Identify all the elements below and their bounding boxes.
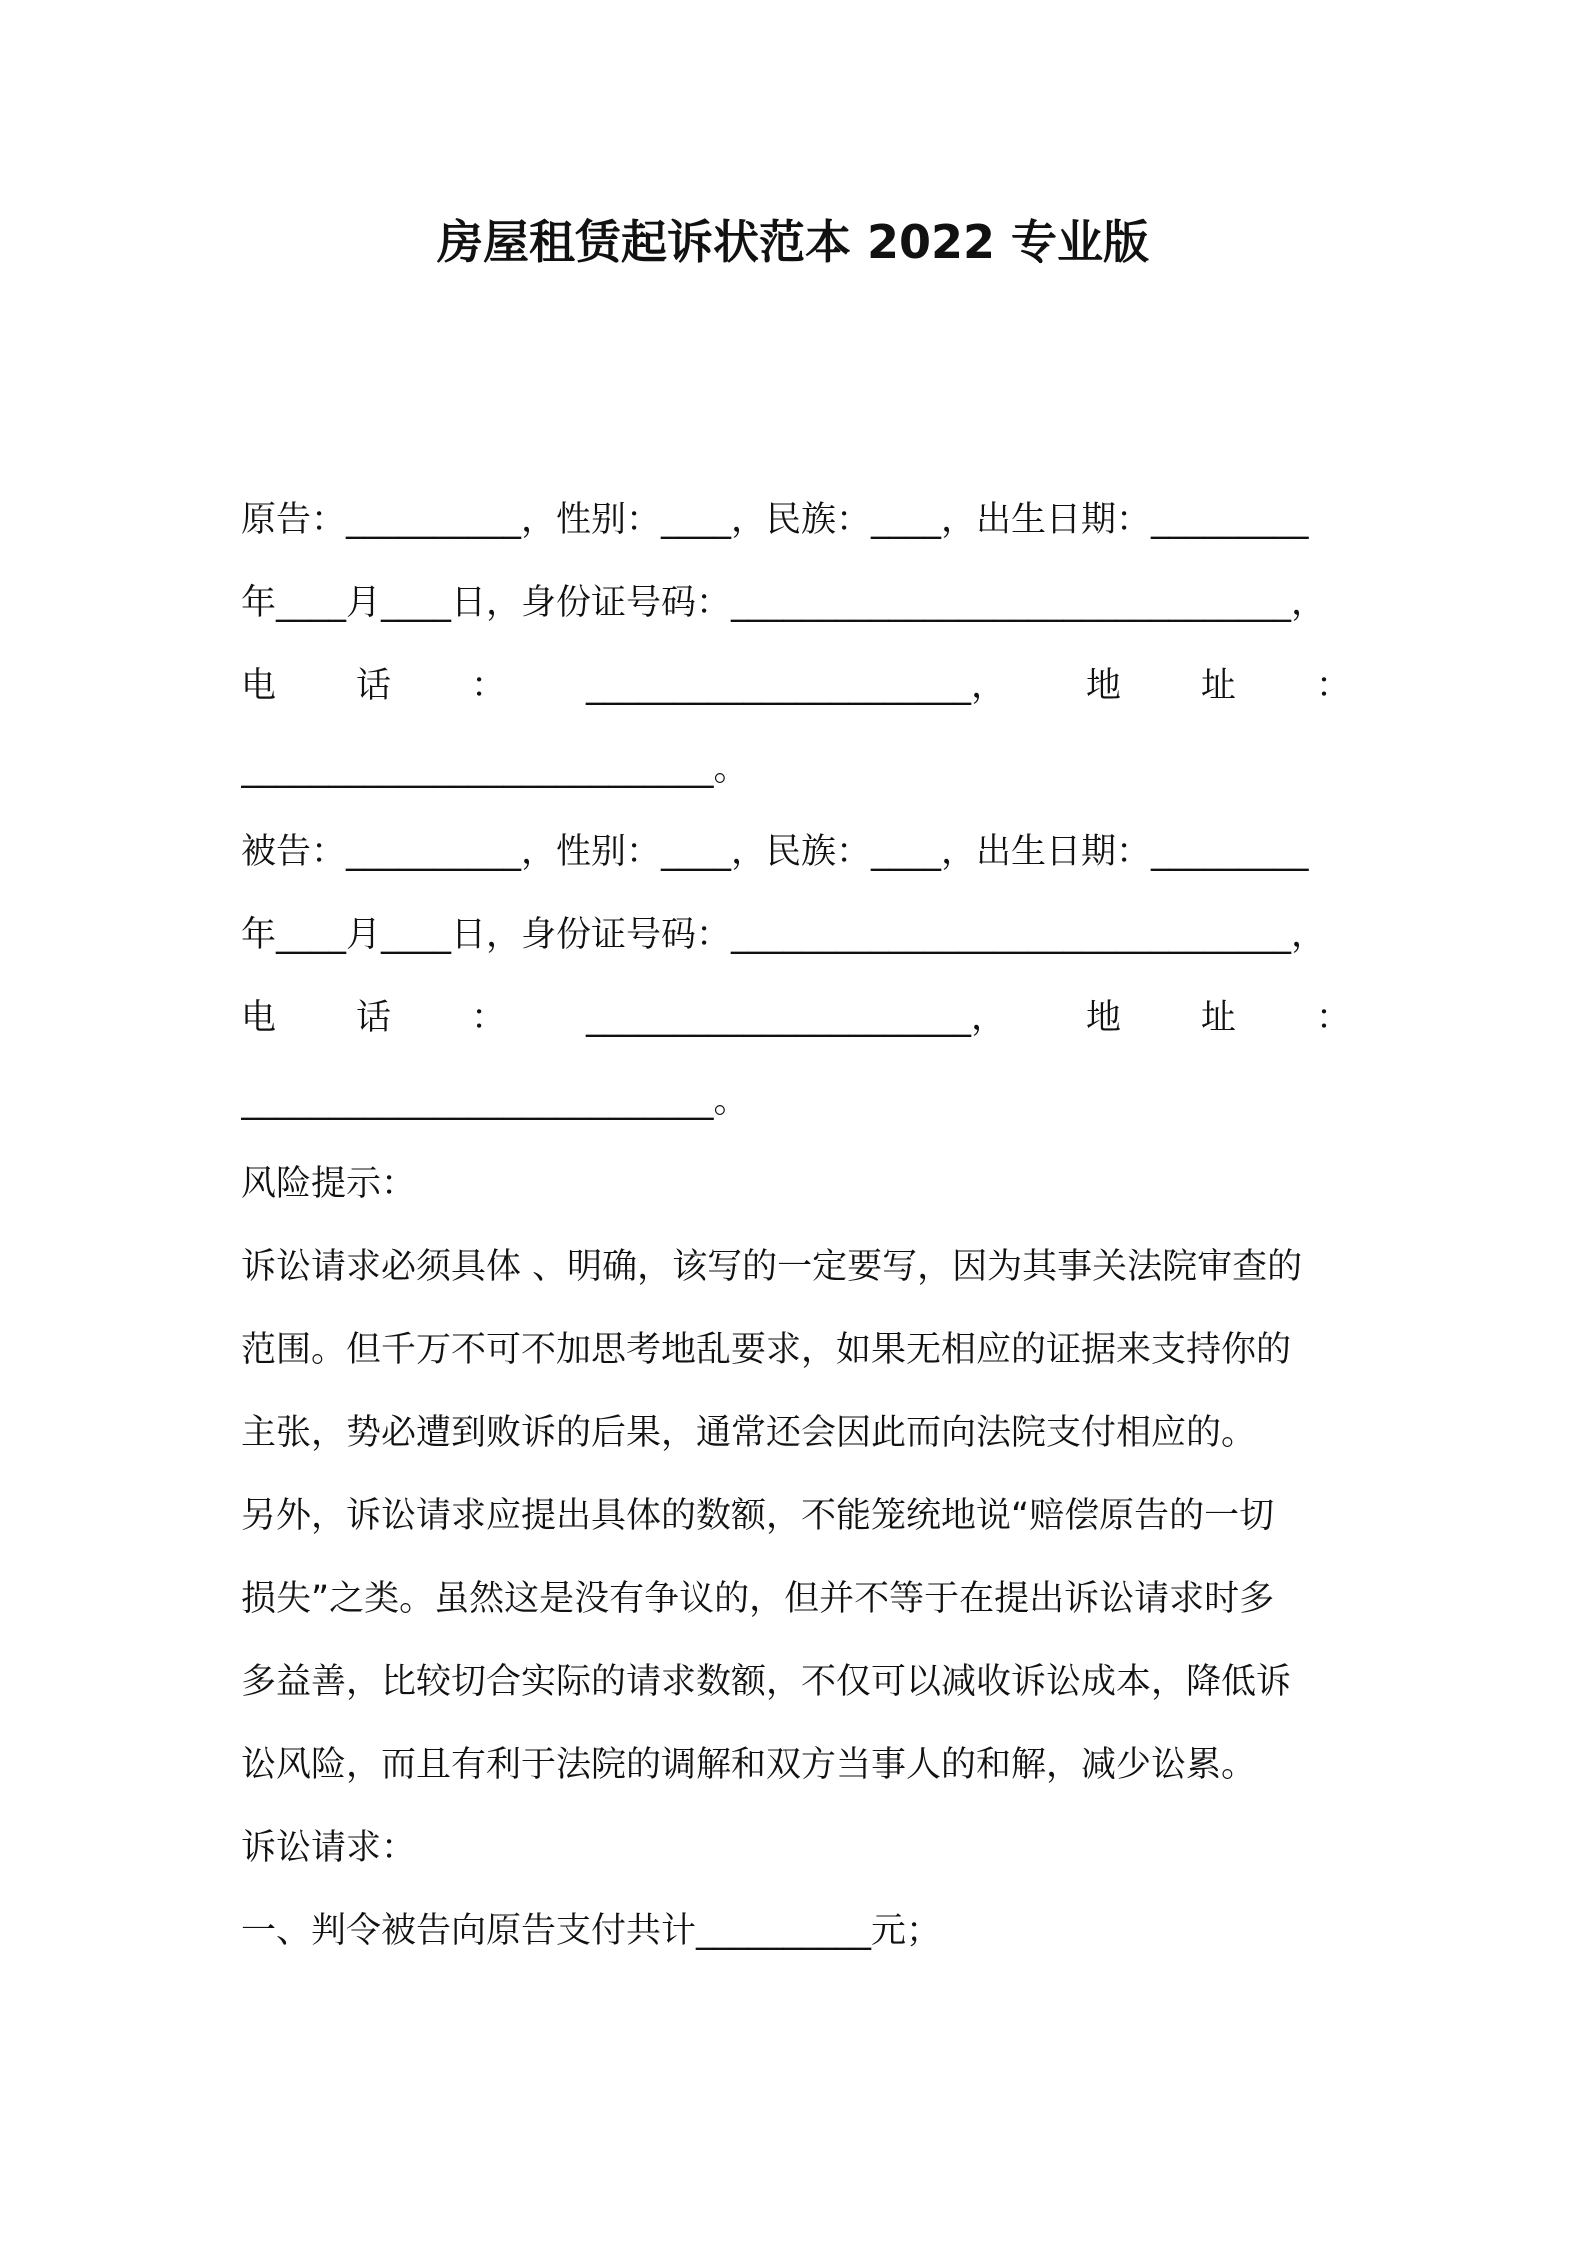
risk-paragraph-line: 损失”之类。虽然这是没有争议的，但并不等于在提出诉讼请求时多 [241, 1579, 1275, 1619]
defendant-address-line: ___________________________。 [241, 1081, 749, 1121]
plaintiff-phone-label-1: 电 [241, 666, 277, 706]
plaintiff-phone-label-2: 话 [355, 666, 391, 706]
defendant-phone-blank: ______________________， [585, 998, 1006, 1038]
plaintiff-phone-colon: ： [470, 666, 506, 706]
plaintiff-address-label-2: 址 [1200, 666, 1236, 706]
risk-heading: 风险提示： [241, 1164, 417, 1204]
plaintiff-address-colon: ： [1315, 666, 1351, 706]
risk-paragraph-line: 诉讼请求必须具体 、明确，该写的一定要写，因为其事关法院审查的 [241, 1247, 1303, 1287]
risk-paragraph-line: 讼风险，而且有利于法院的调解和双方当事人的和解，减少讼累。 [241, 1745, 1257, 1785]
plaintiff-address-line: ___________________________。 [241, 749, 749, 789]
risk-paragraph-line: 主张，势必遭到败诉的后果，通常还会因此而向法院支付相应的。 [241, 1413, 1257, 1453]
plaintiff-phone-blank: ______________________， [585, 666, 1006, 706]
defendant-address-label-1: 地 [1085, 998, 1121, 1038]
defendant-phone-label-2: 话 [355, 998, 391, 1038]
plaintiff-line-1: 原告：__________，性别：____，民族：____，出生日期：_________ [241, 500, 1309, 540]
defendant-address-label-2: 址 [1200, 998, 1236, 1038]
defendant-phone-label-1: 电 [241, 998, 277, 1038]
plaintiff-contact-line [241, 661, 1351, 711]
plaintiff-address-label-1: 地 [1085, 666, 1121, 706]
plaintiff-line-2: 年____月____日，身份证号码：________________________________， [241, 583, 1327, 623]
risk-paragraph-line: 另外，诉讼请求应提出具体的数额，不能笼统地说“赔偿原告的一切 [241, 1496, 1275, 1536]
defendant-contact-line [241, 993, 1351, 1043]
document-title: 房屋租赁起诉状范本 2022 专业版 [436, 215, 1150, 269]
defendant-address-colon: ： [1315, 998, 1351, 1038]
defendant-line-1: 被告：__________，性别：____，民族：____，出生日期：_________ [241, 832, 1309, 872]
claim-item-1: 一、判令被告向原告支付共计__________元； [241, 1911, 942, 1951]
risk-paragraph-line: 多益善，比较切合实际的请求数额，不仅可以减收诉讼成本，降低诉 [241, 1662, 1292, 1702]
defendant-phone-colon: ： [470, 998, 506, 1038]
risk-paragraph-line: 范围。但千万不可不加思考地乱要求，如果无相应的证据来支持你的 [241, 1330, 1292, 1370]
defendant-line-2: 年____月____日，身份证号码：________________________________， [241, 915, 1327, 955]
claims-heading: 诉讼请求： [241, 1828, 417, 1868]
